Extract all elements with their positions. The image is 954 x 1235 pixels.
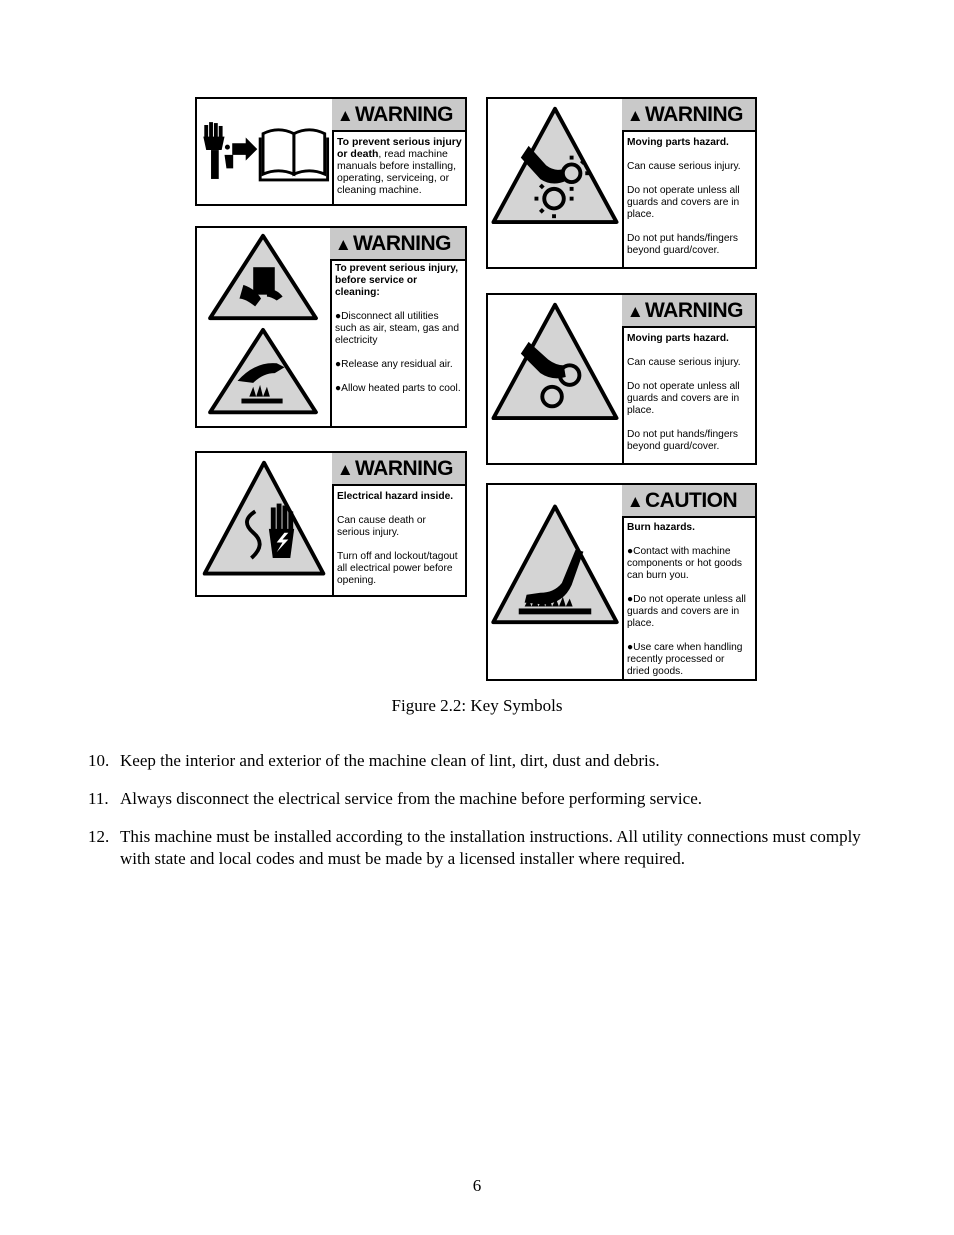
roller-pinch-icon — [488, 295, 624, 463]
warning-triangle-icon: ▲ — [626, 492, 644, 511]
warning-triangle-icon: ▲ — [626, 302, 644, 321]
burn-hand-icon — [488, 485, 624, 679]
list-item: 11. Always disconnect the electrical service from the machine before performing service. — [88, 789, 702, 808]
figure-caption: Figure 2.2: Key Symbols — [391, 696, 563, 715]
warning-label-read-manual: ▲WARNING To prevent serious injury or death, read machine manuals before installing, operating, serviceing, or cleaning machine. — [195, 97, 467, 206]
warning-label-service-cleaning — [195, 226, 467, 428]
label-header: ▲WARNING — [622, 99, 755, 132]
page-number: 6 — [472, 1176, 482, 1195]
label-header: ▲WARNING — [330, 228, 465, 261]
label-header: ▲WARNING — [622, 295, 755, 328]
warning-label-moving-parts-rollers — [486, 293, 757, 465]
label-header: ▲WARNING — [332, 99, 465, 132]
electric-shock-icon — [197, 453, 334, 595]
warning-triangle-icon: ▲ — [336, 460, 354, 479]
warning-triangle-icon: ▲ — [626, 106, 644, 125]
label-text: Moving parts hazard. Can cause serious injury. Do not operate unless all guards and covers are in place. Do not put hands/fingers beyond guard/cover. — [627, 137, 741, 256]
label-text: To prevent serious injury — [337, 136, 462, 148]
manual-book-icon — [197, 99, 334, 204]
warning-label-moving-parts-gears — [486, 97, 757, 269]
label-text: Moving parts hazard. Can cause serious injury. Do not operate unless all guards and covers are in place. Do not put hands/fingers beyond guard/cover. — [627, 333, 741, 452]
warning-label-electrical — [195, 451, 467, 597]
label-text: Electrical hazard inside. Can cause death or serious injury. Turn off and lockout/tagout all electrical power before opening. — [337, 491, 458, 586]
instruction-list — [88, 750, 888, 886]
hand-crush-icon — [197, 228, 332, 426]
caution-label-burn — [486, 483, 757, 681]
label-header: ▲CAUTION — [622, 485, 755, 518]
list-item: 10. Keep the interior and exterior of the machine clean of lint, dirt, dust and debris. — [88, 751, 660, 770]
list-item: 12. This machine must be installed according to the installation instructions. All utility connections must comply with state and local codes and must be made by a licensed installer where required. — [88, 827, 861, 868]
warning-triangle-icon: ▲ — [334, 235, 352, 254]
label-header: ▲WARNING — [332, 453, 465, 486]
warning-triangle-icon: ▲ — [336, 106, 354, 125]
label-text: To prevent serious injury, before service or cleaning: ●Disconnect all utilities such as air, steam, gas and electricity ●Release any residual air. ●Allow heated parts to cool. — [335, 263, 461, 394]
label-text: Burn hazards. ●Contact with machine components or hot goods can burn you. ●Do not operate unless all guards and covers are in place. ●Use care when handling recently processed or dried goods. — [627, 522, 746, 677]
gear-entanglement-icon — [488, 99, 624, 267]
